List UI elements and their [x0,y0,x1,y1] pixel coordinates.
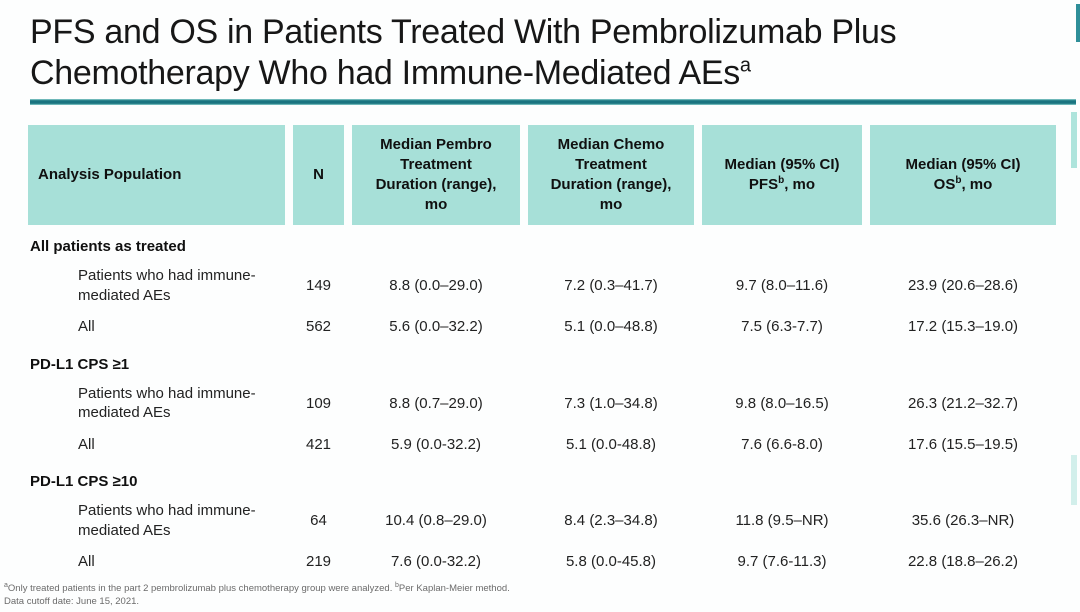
cell-pfs: 9.8 (8.0–16.5) [735,394,829,412]
row-label-immune-aes: Patients who had immune-mediated AEs [78,267,256,304]
col-header-analysis-population: Analysis Population [28,125,285,225]
cell-n: 64 [310,512,327,529]
right-edge-accent-lower [1071,455,1077,505]
cell-pembro-duration: 8.8 (0.7–29.0) [389,394,483,412]
cell-pfs: 9.7 (7.6-11.3) [737,553,827,571]
cell-pfs: 7.6 (6.6-8.0) [741,435,823,453]
col-header-n: N [293,125,344,225]
cell-n: 149 [305,277,332,294]
footnotes [4,582,704,608]
section-header-cps-10: PD-L1 CPS ≥10 [30,473,138,490]
section-header-all-patients: All patients as treated [30,238,186,255]
cell-pfs: 7.5 (6.3-7.7) [741,318,823,336]
title-line-1: PFS and OS in Patients Treated With Pembrolizumab Plus [30,13,897,51]
os-footnote-marker: b [955,175,962,186]
cell-chemo-duration: 7.3 (1.0–34.8) [564,394,658,412]
col-header-chemo-duration: Median Chemo Treatment Duration (range), mo [528,125,694,225]
section-header-cps-1: PD-L1 CPS ≥1 [30,355,130,373]
page-title [30,12,1040,94]
cell-os: 22.8 (18.8–26.2) [907,553,1019,571]
title-divider [30,99,1076,105]
col-header-pembro-duration: Median Pembro Treatment Duration (range), mo [352,125,520,225]
cell-pembro-duration: 10.4 (0.8–29.0) [385,512,487,529]
footnote-line-1: $^a$Only treated patients in the part 2 pembrolizumab plus chemotherapy group were analyzed. $^b$Per Kaplan-Meier method. [4,581,510,594]
right-edge-accent-header [1071,112,1077,168]
row-label-all: All [78,553,95,570]
cell-os: 26.3 (21.2–32.7) [907,394,1019,412]
row-label-all: All [78,435,95,453]
right-edge-accent-top [1076,4,1080,42]
footnote-line-2: Data cutoff date: June 15, 2021. [4,596,140,607]
cell-n: 562 [305,318,332,336]
cell-chemo-duration: 8.4 (2.3–34.8) [564,512,658,529]
cell-os: 23.9 (20.6–28.6) [907,277,1019,294]
cell-os: 35.6 (26.3–NR) [911,512,1015,529]
cell-chemo-duration: 7.2 (0.3–41.7) [564,277,658,294]
cell-pembro-duration: 7.6 (0.0-32.2) [390,553,482,571]
cell-chemo-duration: 5.1 (0.0–48.8) [564,318,658,336]
cell-n: 219 [305,553,332,571]
row-label-all: All [78,318,95,335]
footnote-marker-b: b [395,581,399,589]
row-label-immune-aes: Patients who had immune-mediated AEs [78,384,256,421]
title-footnote-marker: a [739,54,751,77]
cell-pfs: 9.7 (8.0–11.6) [735,277,829,294]
cell-n: 421 [305,435,332,453]
col-header-pfs: Median (95% CI) PFS$^b$, mo [702,125,862,225]
cell-n: 109 [305,394,332,412]
col-header-os: Median (95% CI) $OS^b$, mo [870,125,1056,225]
cell-chemo-duration: 5.8 (0.0-45.8) [565,553,657,571]
footnote-marker-a: a [4,581,8,589]
cell-chemo-duration: 5.1 (0.0-48.8) [565,435,657,453]
row-label-immune-aes: Patients who had immune-mediated AEs [78,502,256,539]
results-table [28,125,1056,578]
cell-pembro-duration: 5.6 (0.0–32.2) [389,318,483,336]
cell-os: 17.2 (15.3–19.0) [907,318,1019,336]
pfs-footnote-marker: b [778,175,785,186]
title-line-2: Chemotherapy Who had Immune-Mediated AEs [30,54,740,92]
cell-pfs: 11.8 (9.5–NR) [735,512,829,529]
cell-os: 17.6 (15.5–19.5) [907,435,1019,453]
cell-pembro-duration: 8.8 (0.0–29.0) [389,277,483,294]
cell-pembro-duration: 5.9 (0.0-32.2) [390,435,482,453]
